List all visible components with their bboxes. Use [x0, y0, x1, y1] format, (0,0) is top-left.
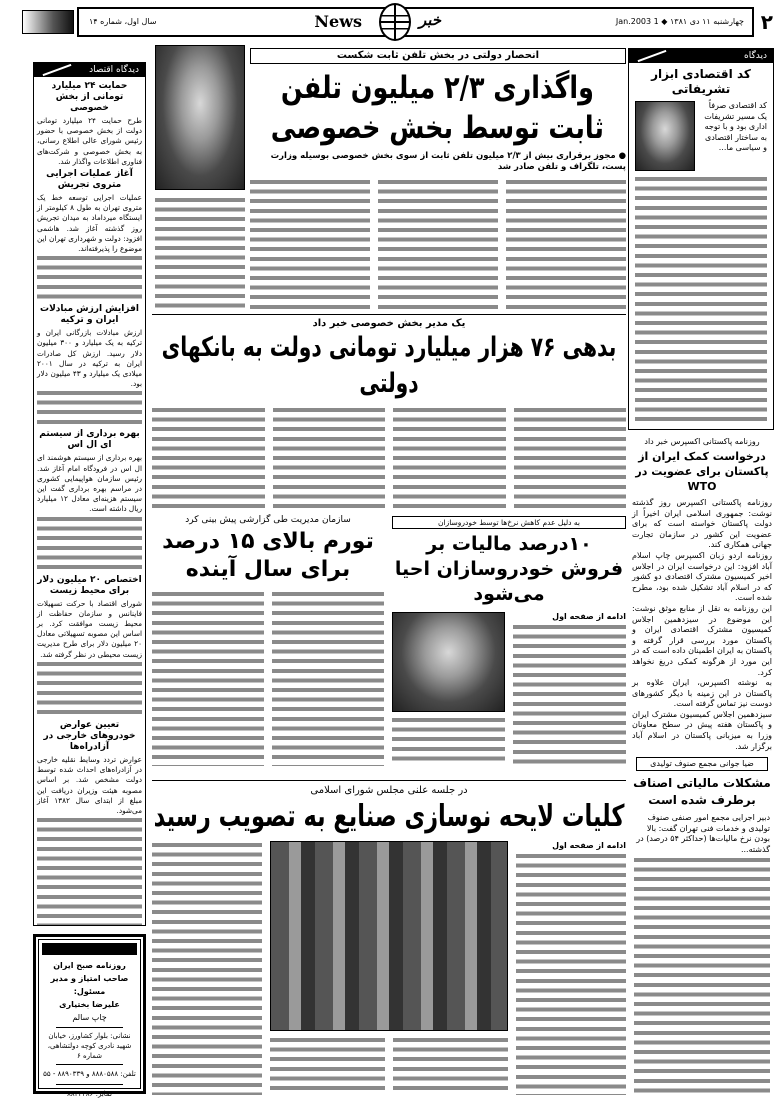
- news-title: حمایت ۲۴ میلیارد تومانی از بخش خصوصی: [51, 81, 128, 113]
- header-date: چهارشنبه ۱۱ دی ۱۳۸۱ ◆ 1 Jan.2003: [615, 17, 744, 26]
- opinion-text: [635, 175, 767, 421]
- story2-text: [393, 406, 506, 510]
- story5-text: [393, 1036, 508, 1095]
- story5: [152, 785, 626, 1095]
- owner-name: علیرضا بختیاری: [59, 1000, 120, 1009]
- phone: تلفن: ۸۸۸۰۵۸۸ و ۸۸۹۰۳۳۹ - ۵۵: [43, 1070, 136, 1078]
- divider: [152, 314, 626, 315]
- story3-text: [152, 590, 264, 766]
- opinion-label: دیدگاه: [629, 49, 773, 63]
- left-label: دیدگاه اقتصاد: [34, 63, 145, 77]
- story4: [392, 516, 626, 766]
- news-subhead: بهره برداری از سیستم ای ال اس: [39, 429, 140, 451]
- story2-text: [152, 406, 265, 510]
- story2-headline: بدهی ۷۶ هزار میلیارد تومانی دولت به بانکهای دولتی: [161, 332, 617, 399]
- story1-kicker: انحصار دولتی در بخش تلفن ثابت شکست: [250, 48, 626, 64]
- story5-headline: کلیات لایحه نوسازی صنایع به تصویب رسید: [153, 799, 625, 834]
- page-number: ۲: [760, 10, 773, 34]
- story1-text: [378, 178, 498, 310]
- parliament-photo: [270, 841, 508, 1031]
- paragraph: بهره برداری از سیستم هوشمند ای ال اس در فرودگاه امام آغاز شد. رئیس سازمان هواپیمایی کشوری در مراسم بهره برداری گفت این سیستم هزینه‌ای معادل ۱۲ میلیارد ریال داشته است.: [37, 453, 142, 514]
- text-block: [37, 254, 142, 302]
- news-subhead: تعیین عوارض خودروهای خارجی در آزادراه‌ها: [43, 719, 136, 752]
- paragraph: سیزدهمین اجلاس کمیسیون مشترک ایران و پاکستان هفته پیش در سطح معاونان وزرا به میزبانی پاکستان در اسلام آباد برگزار شد.: [632, 709, 772, 751]
- tax-kicker: ضیا جوانی مجمع صنوف تولیدی: [636, 757, 768, 771]
- tax-body: [634, 856, 770, 1095]
- story1-text: [250, 178, 370, 310]
- globe-icon: [379, 3, 411, 41]
- news-subhead: آغاز عملیات اجرایی متروی تجریش: [46, 169, 133, 191]
- story4-photo: [392, 612, 505, 712]
- story3-kicker: سازمان مدیریت طی گزارشی پیش بینی کرد: [185, 515, 351, 525]
- text-block: [37, 389, 142, 427]
- author-photo: [635, 101, 695, 171]
- owner-label: صاحب امتیاز و مدیر مسئول:: [50, 974, 129, 996]
- story1-text: [506, 178, 626, 310]
- paragraph: شورای اقتصاد با حرکت تسهیلات فاینانس و سازمان حفاظت از محیط زیست موافقت کرد. بر اساس این مصوبه تسهیلاتی معادل ۲۰ میلیون دلار برای طرح مدیریت زیست محیطی در نظر گرفته شد.: [37, 598, 142, 659]
- divider: [152, 780, 626, 781]
- story3-text: [272, 590, 384, 766]
- masthead-info: [42, 959, 137, 1101]
- story4-text: [392, 716, 505, 766]
- story2-kicker: یک مدیر بخش خصوصی خبر داد: [312, 318, 466, 329]
- left-news-body: [34, 77, 145, 926]
- paragraph: این روزنامه به نقل از منابع موثق نوشت: این موضوع در سیزدهمین اجلاس کمیسیون مشترک اقتصادی ایران و پاکستان مورد بررسی قرار گرفته و پاکستان به ایران اطمینان داده است که در این مورد از هرگونه کمکی دریغ نخواهد کرد.: [632, 603, 772, 677]
- story5-continued: ادامه از صفحه اول: [552, 841, 626, 850]
- opinion-title: کد اقتصادی ابزار تشریفاتی: [651, 67, 751, 96]
- paragraph: طرح حمایت ۲۴ میلیارد تومانی دولت از بخش خصوصی با حضور رئیس شورای عالی اطلاع رسانی، به بخش خصوصی و شرکت‌های فناوری اطلاعات واگذار شد.: [37, 116, 142, 166]
- story5-kicker: در جلسه علنی مجلس شورای اسلامی: [310, 785, 468, 796]
- header-bar: [77, 7, 754, 37]
- story5-text: [152, 841, 262, 1095]
- story4-continued: ادامه از صفحه اول: [552, 612, 626, 621]
- masthead-box: [33, 934, 146, 1098]
- story5-text: [270, 1036, 385, 1095]
- story1-text: [155, 196, 245, 308]
- issue-number: سال اول، شماره ۱۴: [89, 17, 157, 26]
- paragraph: روزنامه اردو زبان اکسپرس چاپ اسلام آباد افزود: این درخواست ایران در اجلاس اخیر کمیسیون مشترک اقتصادی دو کشور که در اسلام آباد تشکیل شده بود، مطرح شده است.: [632, 550, 772, 603]
- story4-kicker: به دلیل عدم کاهش نرخ‌ها توسط خودروسازان: [392, 516, 626, 529]
- pakistan-headline: درخواست کمک ایران از پاکستان برای عضویت در WTO: [635, 450, 769, 493]
- paragraph: به نوشته اکسپرس، ایران علاوه بر پاکستان در این زمینه با دیگر کشورهای دوست نیز تماس گرفته است.: [632, 678, 772, 709]
- news-subhead: افزایش ارزش مبادلات ایران و ترکیه: [40, 304, 139, 326]
- story2: [152, 318, 626, 510]
- left-column-news: [33, 62, 146, 926]
- section-name-fa: خبر: [419, 11, 442, 29]
- story3-headline: تورم بالای ۱۵ درصد برای سال آینده: [162, 529, 374, 582]
- story4-headline: ۱۰درصد مالیات بر فروش خودروسازان احیا می‌شود: [394, 533, 624, 605]
- masthead-logo: [42, 943, 137, 955]
- story1-headline: واگذاری ۲/۳ میلیون تلفن ثابت توسط بخش خصوصی: [270, 70, 604, 146]
- paragraph: عوارض تردد وسایط نقلیه خارجی در آزادراه‌های احداث شده توسط دولت مشخص شد. بر اساس مصوبه هیئت وزیران دریافت این مبلغ از ابتدای سال ۱۳۸۲ آغاز می‌شود.: [37, 754, 142, 815]
- pakistan-kicker: روزنامه پاکستانی اکسپرس خبر داد: [644, 437, 760, 446]
- fax: نمابر: ۸۸۴۴۳۸۶: [67, 1090, 112, 1098]
- paragraph: روزنامه پاکستانی اکسپرس روز گذشته نوشت: جمهوری اسلامی ایران اخیراً از دولت پاکستان خواسته است که برای عضویت این کشور در سازمان تجارت جهانی همکاری کند.: [632, 498, 772, 550]
- story3: [152, 514, 384, 766]
- address: نشانی: بلوار کشاورز، خیابان شهید نادری کوچه دولتشاهی، شماره ۶: [47, 1032, 132, 1060]
- newspaper-logo: [22, 10, 74, 34]
- story1: [250, 48, 626, 310]
- story2-text: [273, 406, 386, 510]
- story2-text: [514, 406, 627, 510]
- tax-body-lead: دبیر اجرایی مجمع امور صنفی صنوف تولیدی و خدمات فنی تهران گفت: بالا بودن نرخ مالیات‌ها (حداکثر ۵۴ درصد) در گذشته...: [636, 813, 770, 855]
- right-column-opinion: [628, 48, 774, 430]
- paragraph: ارزش مبادلات بازرگانی ایران و ترکیه به یک میلیارد و ۳۰۰ میلیون دلار رسید. ارزش کل صادرات ایران به ترکیه در سال ۲۰۰۱ میلادی یک میلیارد و ۴۳ میلیون دلار بود.: [37, 328, 143, 389]
- section-name-en: News: [314, 12, 362, 31]
- story1-lead: ● مجوز برقراری بیش از ۲/۳ میلیون تلفن ثابت از سوی بخش خصوصی بوسیله وزارت پست، تلگراف و تلفن صادر شد: [270, 151, 626, 172]
- paper-name: روزنامه صبح ایران: [53, 961, 126, 970]
- paragraph: عملیات اجرایی توسعه خط یک متروی تهران به طول ۸ کیلومتر از ایستگاه میرداماد به میدان تجریش روز گذشته آغاز شد. هاشمی افزود: دولت و شهرداری تهران این موضوع را پذیرفته‌اند.: [37, 193, 142, 254]
- text-block: [37, 515, 142, 573]
- right-column-news: [632, 436, 772, 1095]
- story4-text: [513, 623, 626, 766]
- text-block: [37, 816, 142, 926]
- opinion-intro: [629, 101, 773, 171]
- opinion-body: کد اقتصادی صرفاً یک مسیر تشریفات اداری بود و با توجه به ساختار اقتصادی و سیاسی ما...: [704, 101, 767, 153]
- news-subhead: اختصاص ۲۰ میلیون دلار برای محیط زیست: [37, 574, 142, 596]
- story5-text: [516, 852, 626, 1095]
- tax-headline: مشکلات مالیاتی اصناف برطرف شده است: [633, 776, 771, 808]
- story1-photo: [155, 45, 245, 190]
- printer: چاپ سالم: [72, 1013, 107, 1022]
- text-block: [37, 660, 142, 718]
- pakistan-body: [632, 498, 772, 752]
